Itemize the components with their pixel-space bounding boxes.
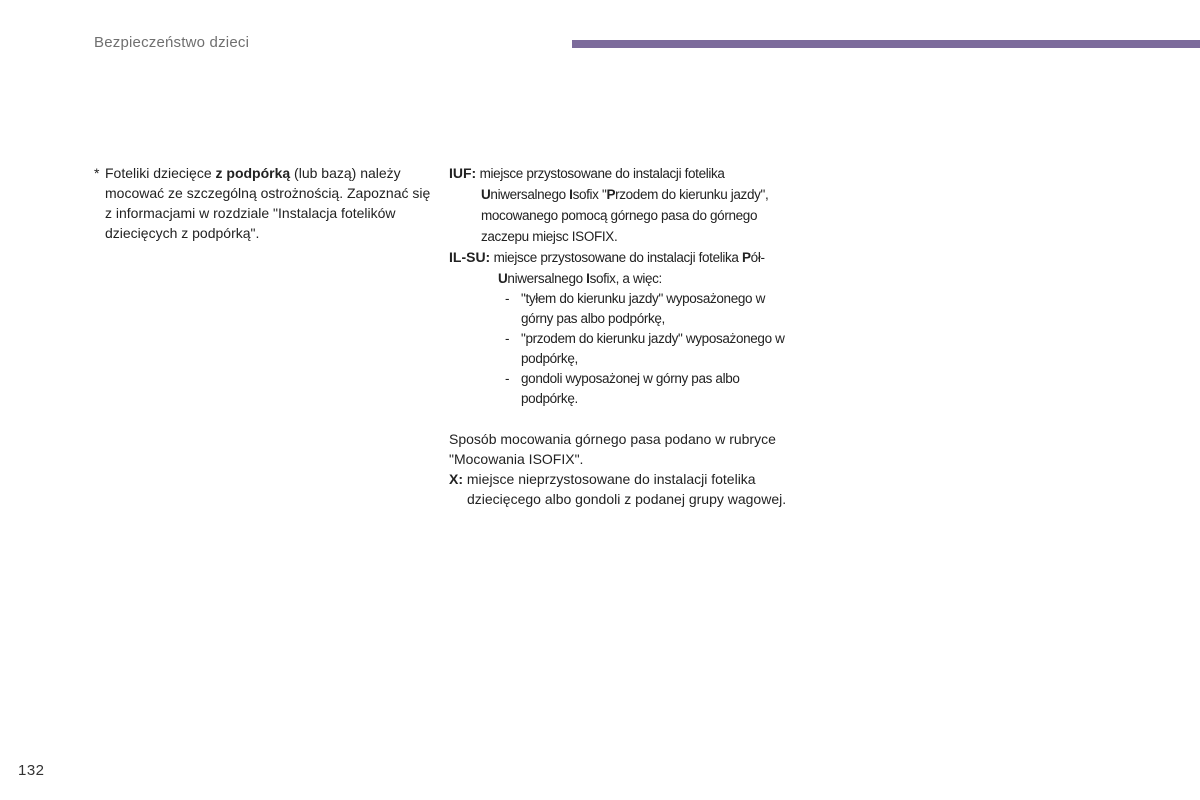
- list-item: [505, 329, 789, 369]
- ilsu-text-4: sofix, a więc:: [589, 271, 662, 286]
- iuf-letter-i: I: [569, 187, 573, 202]
- note-asterisk: *: [94, 165, 100, 181]
- list-dash: -: [505, 331, 510, 346]
- list-dash: -: [505, 371, 510, 386]
- booster-seat-note: [94, 163, 434, 243]
- header-accent-bar: [572, 40, 1200, 48]
- list-dash: -: [505, 291, 510, 306]
- ilsu-definition: [449, 247, 789, 289]
- list-item-text: "przodem do kierunku jazdy" wyposażonego w podpórkę,: [521, 331, 785, 366]
- mounting-note: Sposób mocowania górnego pasa podano w rubryce "Mocowania ISOFIX".: [449, 431, 776, 467]
- page-number: 132: [18, 762, 45, 779]
- ilsu-text-1: miejsce przystosowane do instalacji fotelika: [490, 250, 742, 265]
- list-item: [505, 289, 789, 329]
- iuf-text-1: miejsce przystosowane do instalacji fotelika: [476, 166, 725, 181]
- note-bold-text: z podpórką: [215, 165, 291, 181]
- ilsu-letter-p: P: [742, 250, 751, 265]
- section-title: Bezpieczeństwo dzieci: [94, 34, 250, 51]
- iuf-text-2: niwersalnego: [490, 187, 570, 202]
- list-item-text: "tyłem do kierunku jazdy" wyposażonego w górny pas albo podpórkę,: [521, 291, 765, 326]
- note-text-part2: (lub bazą) należy mocować ze szczególną ostrożnością. Zapoznać się z informacjami w rozdziale "Instalacja fotelików dziecięcych z podpórką".: [105, 165, 431, 241]
- ilsu-text-3: niwersalnego: [507, 271, 587, 286]
- ilsu-text: [490, 250, 764, 286]
- note-text-part1: Foteliki dziecięce: [105, 165, 216, 181]
- ilsu-letter-i: I: [586, 271, 590, 286]
- left-column: [94, 163, 434, 243]
- iuf-text-4: rzodem do kierunku jazdy", mocowanego pomocą górnego pasa do górnego zaczepu miejsc ISOFIX.: [481, 187, 769, 244]
- x-text: miejsce nieprzystosowane do instalacji fotelika dziecięcego albo gondoli z podanej grupy wagowej.: [463, 471, 787, 507]
- x-definition: [449, 469, 789, 509]
- iuf-letter-u: U: [481, 187, 491, 202]
- ilsu-letter-u: U: [498, 271, 508, 286]
- iuf-term: IUF:: [449, 165, 477, 181]
- iuf-definition: [449, 163, 789, 247]
- paragraph-spacer: [449, 409, 789, 429]
- x-term: X:: [449, 471, 463, 487]
- iuf-text-3: sofix ": [572, 187, 607, 202]
- list-item: [505, 369, 789, 409]
- iuf-letter-p: P: [606, 187, 616, 202]
- right-column: [449, 163, 789, 509]
- iuf-text: [476, 166, 768, 244]
- ilsu-options-list: [449, 289, 789, 409]
- ilsu-text-2: ół-: [750, 250, 765, 265]
- ilsu-term: IL-SU:: [449, 249, 491, 265]
- list-item-text: gondoli wyposażonej w górny pas albo podpórkę.: [521, 371, 740, 406]
